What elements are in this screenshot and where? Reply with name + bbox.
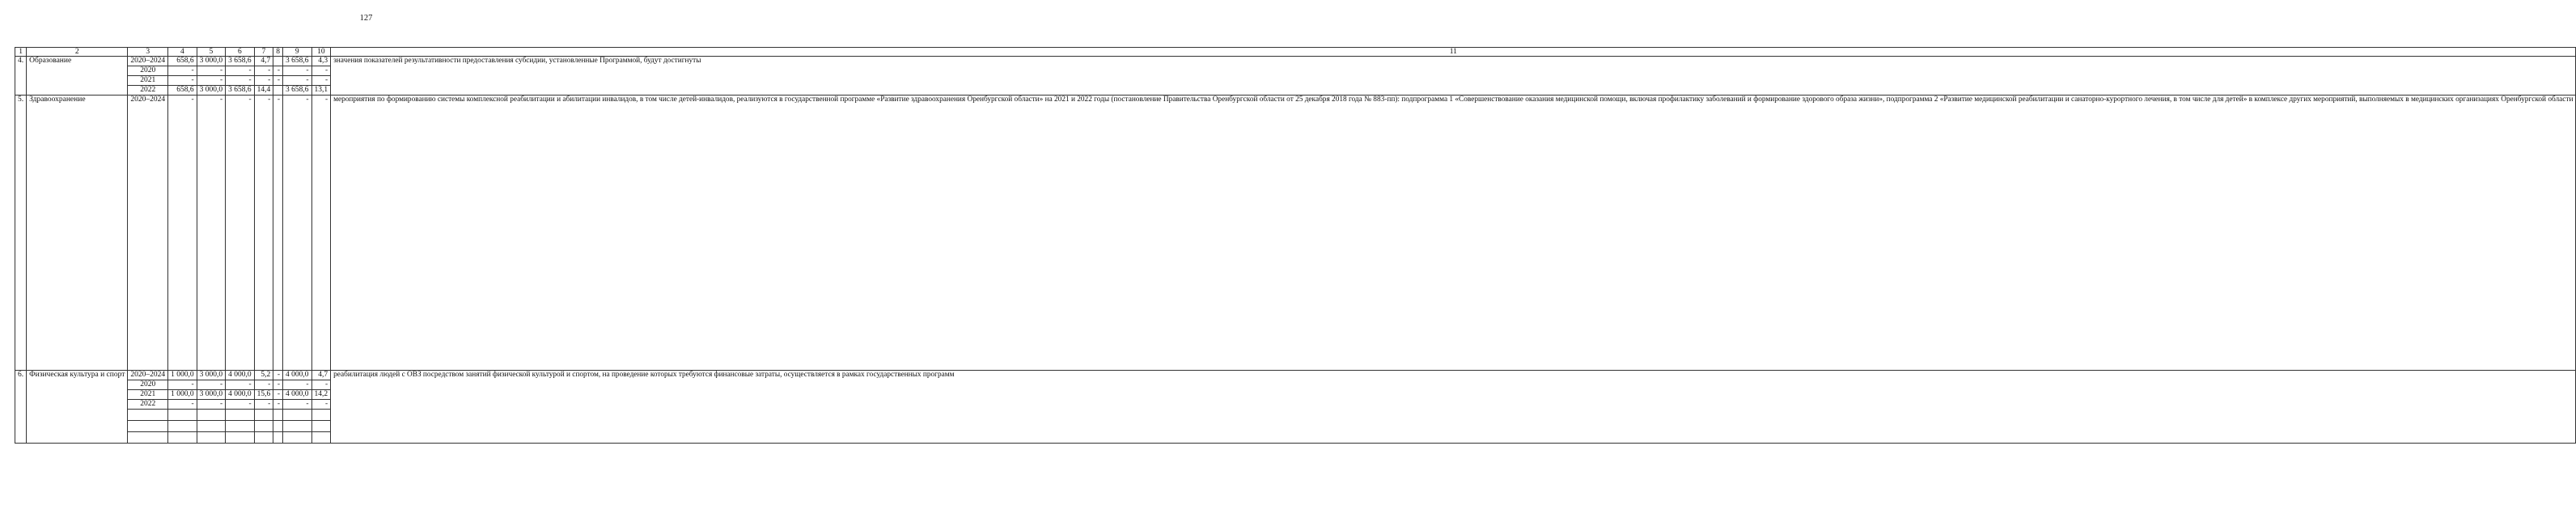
value-cell: - xyxy=(311,400,331,410)
value-cell: - xyxy=(273,96,283,371)
value-cell: 14,2 xyxy=(311,390,331,400)
empty-cell xyxy=(168,432,197,444)
column-header: 9 xyxy=(283,48,312,57)
column-header: 5 xyxy=(197,48,226,57)
value-cell: - xyxy=(273,390,283,400)
value-cell: - xyxy=(168,96,197,371)
table-row xyxy=(15,96,2576,371)
value-cell: - xyxy=(311,66,331,76)
value-cell: 1 000,0 xyxy=(168,390,197,400)
page-number: 127 xyxy=(359,14,373,23)
period-cell: 2020 xyxy=(128,380,168,390)
value-cell: 5,2 xyxy=(254,371,273,380)
value-cell xyxy=(273,86,283,96)
value-cell: - xyxy=(168,400,197,410)
value-cell: 4,3 xyxy=(311,57,331,66)
period-cell: 2022 xyxy=(128,86,168,96)
value-cell: 3 000,0 xyxy=(197,371,226,380)
value-cell: - xyxy=(254,400,273,410)
value-cell: - xyxy=(226,380,255,390)
value-cell: - xyxy=(197,66,226,76)
value-cell: - xyxy=(311,96,331,371)
value-cell: 3 658,6 xyxy=(226,57,255,66)
value-cell: - xyxy=(273,400,283,410)
section-name: Здравоохранение xyxy=(27,96,128,371)
column-header: 2 xyxy=(27,48,128,57)
empty-cell xyxy=(254,421,273,432)
value-cell: 3 000,0 xyxy=(197,86,226,96)
empty-cell xyxy=(128,432,168,444)
value-cell: - xyxy=(283,66,312,76)
value-cell: 1 000,0 xyxy=(168,371,197,380)
value-cell: 3 658,6 xyxy=(283,57,312,66)
column-header: 4 xyxy=(168,48,197,57)
period-cell: 2022 xyxy=(128,400,168,410)
period-cell: 2021 xyxy=(128,390,168,400)
value-cell: - xyxy=(197,400,226,410)
period-cell: 2021 xyxy=(128,76,168,86)
value-cell: 4,7 xyxy=(254,57,273,66)
value-cell: - xyxy=(226,66,255,76)
empty-cell xyxy=(128,421,168,432)
empty-cell xyxy=(311,410,331,421)
empty-cell xyxy=(168,421,197,432)
section-number: 4. xyxy=(15,57,27,96)
value-cell: - xyxy=(226,400,255,410)
empty-cell xyxy=(273,421,283,432)
value-cell: 4 000,0 xyxy=(283,371,312,380)
section-number: 5. xyxy=(15,96,27,371)
column-header: 6 xyxy=(226,48,255,57)
value-cell: 658,6 xyxy=(168,86,197,96)
value-cell: - xyxy=(283,96,312,371)
value-cell: - xyxy=(168,380,197,390)
empty-cell xyxy=(283,421,312,432)
empty-cell xyxy=(226,410,255,421)
empty-cell xyxy=(273,410,283,421)
value-cell: 3 000,0 xyxy=(197,57,226,66)
value-cell: - xyxy=(273,371,283,380)
value-cell: 3 000,0 xyxy=(197,390,226,400)
period-cell: 2020–2024 xyxy=(128,57,168,66)
value-cell: - xyxy=(283,380,312,390)
column-header: 7 xyxy=(254,48,273,57)
value-cell: 4,7 xyxy=(311,371,331,380)
empty-cell xyxy=(168,410,197,421)
empty-cell xyxy=(283,432,312,444)
value-cell: - xyxy=(254,66,273,76)
value-cell: - xyxy=(283,400,312,410)
value-cell: - xyxy=(311,380,331,390)
empty-cell xyxy=(197,421,226,432)
column-header: 8 xyxy=(273,48,283,57)
value-cell: - xyxy=(197,76,226,86)
empty-cell xyxy=(254,432,273,444)
value-cell: - xyxy=(254,76,273,86)
table-row xyxy=(15,57,2576,66)
value-cell: 658,6 xyxy=(168,57,197,66)
value-cell: - xyxy=(197,380,226,390)
value-cell: - xyxy=(254,380,273,390)
budget-table xyxy=(15,47,2576,444)
empty-cell xyxy=(226,432,255,444)
empty-cell xyxy=(283,410,312,421)
section-note: реабилитация людей с ОВЗ посредством занятий физической культурой и спортом, на проведение которых требуются финансовые затраты, осуществляется в рамках государственных программ xyxy=(331,371,2576,444)
empty-cell xyxy=(197,410,226,421)
section-name: Физическая культура и спорт xyxy=(27,371,128,444)
value-cell: - xyxy=(168,76,197,86)
empty-cell xyxy=(128,410,168,421)
value-cell: - xyxy=(226,76,255,86)
empty-cell xyxy=(254,410,273,421)
value-cell: 14,4 xyxy=(254,86,273,96)
value-cell: 3 658,6 xyxy=(226,86,255,96)
period-cell: 2020–2024 xyxy=(128,371,168,380)
value-cell: - xyxy=(283,76,312,86)
value-cell: - xyxy=(273,76,283,86)
value-cell: - xyxy=(311,76,331,86)
section-name: Образование xyxy=(27,57,128,96)
empty-cell xyxy=(311,421,331,432)
value-cell: - xyxy=(168,66,197,76)
empty-cell xyxy=(197,432,226,444)
column-header: 11 xyxy=(331,48,2576,57)
empty-cell xyxy=(273,432,283,444)
value-cell: 4 000,0 xyxy=(226,371,255,380)
empty-cell xyxy=(311,432,331,444)
column-header: 3 xyxy=(128,48,168,57)
column-number-row xyxy=(15,48,2576,57)
section-note: мероприятия по формированию системы комплексной реабилитации и абилитации инвалидов, в том числе детей-инвалидов, реализуются в государственной программе «Развитие здравоохранения Оренбургской области» на 2021 и 2022 годы (постановление Правительства Оренбургской области от 25 декабря 2018 года № 883-пп): подпрограмма 1 «Совершенствование оказания медицинской помощи, включая профилактику заболеваний и формирование здорового образа жизни», подпрограмма 2 «Развитие медицинской реабилитации и санаторно-курортного лечения, в том числе для детей» в комплексе других мероприятий, выполняемых в медицинских организациях Оренбургской области xyxy=(331,96,2576,371)
value-cell: - xyxy=(273,380,283,390)
value-cell: 15,6 xyxy=(254,390,273,400)
table-row xyxy=(15,371,2576,380)
value-cell: 4 000,0 xyxy=(226,390,255,400)
period-cell: 2020 xyxy=(128,66,168,76)
value-cell: - xyxy=(197,96,226,371)
value-cell: - xyxy=(254,96,273,371)
period-cell: 2020–2024 xyxy=(128,96,168,371)
value-cell: 3 658,6 xyxy=(283,86,312,96)
value-cell: - xyxy=(273,66,283,76)
value-cell xyxy=(273,57,283,66)
empty-cell xyxy=(226,421,255,432)
column-header: 10 xyxy=(311,48,331,57)
value-cell: - xyxy=(226,96,255,371)
value-cell: 4 000,0 xyxy=(283,390,312,400)
value-cell: 13,1 xyxy=(311,86,331,96)
section-note: значения показателей результативности предоставления субсидии, установленные Программой, будут достигнуты xyxy=(331,57,2576,96)
column-header: 1 xyxy=(15,48,27,57)
section-number: 6. xyxy=(15,371,27,444)
